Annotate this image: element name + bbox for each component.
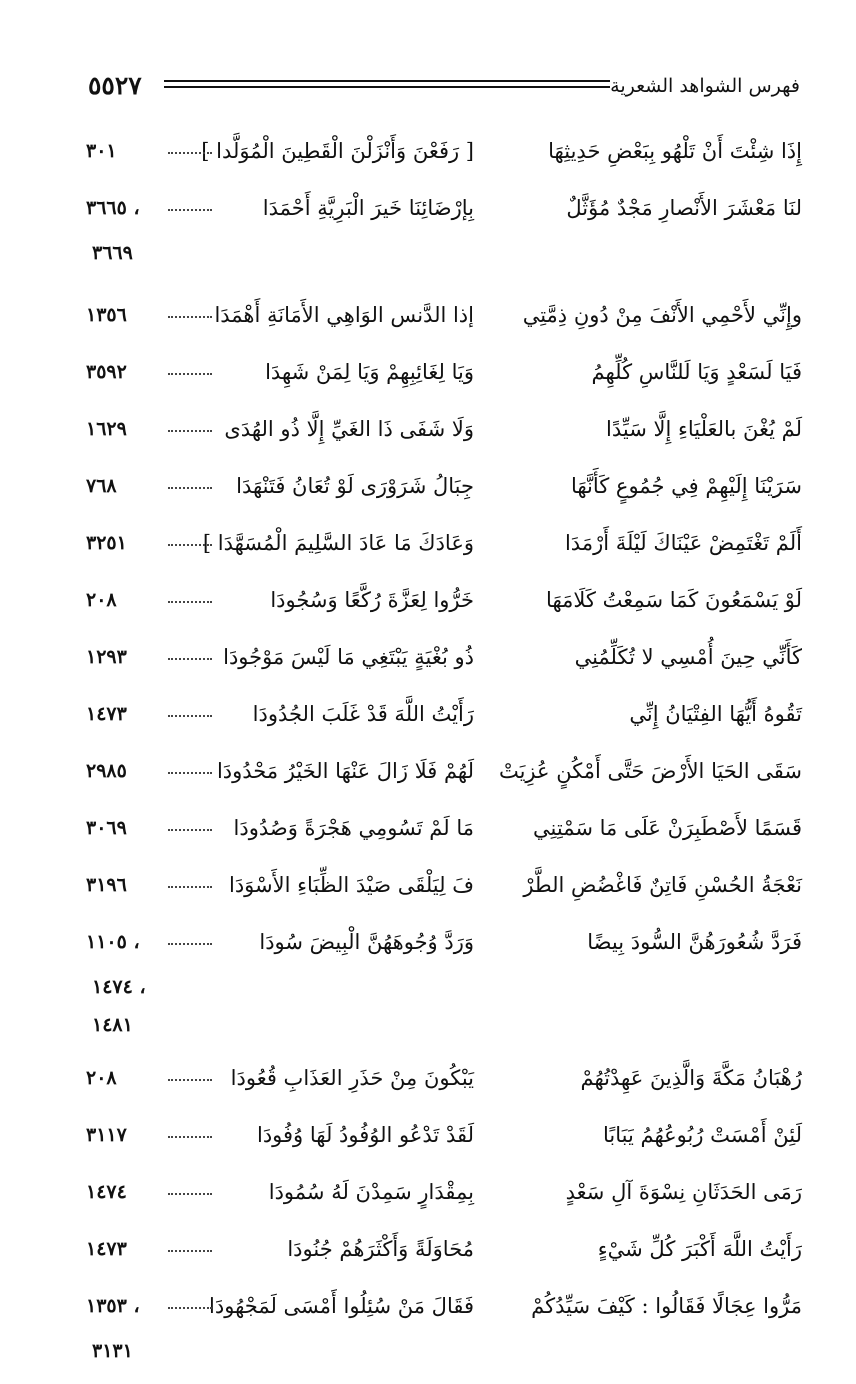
first-hemistich: لنَا مَعْشَرَ الأَنْصارِ مَجْدٌ مُؤَثَّلٌ (566, 196, 802, 220)
reference-numbers: ١٦٢٩ (86, 418, 127, 440)
reference-numbers-cont: ٣١٣١ (92, 1340, 133, 1362)
first-hemistich: لَئِنْ أَمْسَتْ رُبُوعُهُمُ يَبَابًا (602, 1123, 802, 1147)
index-entry (86, 343, 802, 400)
verse-line (86, 1220, 802, 1277)
verse-line (86, 343, 802, 400)
dotted-leader (168, 373, 212, 375)
dotted-leader (168, 715, 212, 717)
reference-numbers: ٣٠١ (86, 140, 117, 162)
first-hemistich: مَرُّوا عِجَالًا فَقَالُوا : كَيْفَ سَيِّدُكُمْ (531, 1294, 802, 1318)
verse-line (86, 122, 802, 179)
first-hemistich: فَرَدَّ شُعُورَهُنَّ السُّودَ بِيضًا (587, 930, 802, 954)
first-hemistich: كَأَنِّي حِينَ أُمْسِي لا تُكَلِّمُنِي (574, 645, 802, 669)
reference-numbers: ٣١١٧ (86, 1124, 127, 1146)
verse-line (86, 1163, 802, 1220)
verse-line (86, 400, 802, 457)
first-hemistich: قَسَمًا لأَصْطَبِرَنْ عَلَى مَا سَمْتِنِي (533, 816, 802, 840)
first-hemistich: وإِنِّي لأَحْمِي الأَنْفَ مِنْ دُونِ ذِمَّتِي (522, 303, 802, 327)
reference-numbers: ١٣٥٣ ، (86, 1295, 140, 1317)
dotted-leader (168, 943, 212, 945)
second-hemistich: مُحَاوَلَةً وَأَكْثَرَهُمْ جُنُودَا (287, 1237, 474, 1261)
first-hemistich: سَرَيْنَا إِلَيْهِمْ فِي جُمُوعٍ كَأَنَّهَا (570, 474, 802, 498)
verse-line (86, 856, 802, 913)
second-hemistich: [ رَفَعْنَ وَأَنْزَلْنَ الْقَطِينَ الْمُوَلَّدا ] (201, 139, 474, 163)
reference-numbers: ٢٠٨ (86, 589, 117, 611)
reference-numbers: ٣٢٥١ (86, 532, 127, 554)
header-double-rule (164, 80, 610, 88)
verse-line (86, 514, 802, 571)
verse-line (86, 742, 802, 799)
dotted-leader (168, 1136, 212, 1138)
verse-line (86, 1049, 802, 1106)
second-hemistich: مَا لَمْ تَسُومِي هَجْرَةً وَصُدُودَا (233, 816, 474, 840)
index-entry (86, 1106, 802, 1163)
dotted-leader (168, 1250, 212, 1252)
reference-continuation (86, 1008, 802, 1046)
dotted-leader (168, 1307, 212, 1309)
verse-line (86, 799, 802, 856)
index-entry (86, 628, 802, 685)
index-entry (86, 179, 802, 286)
second-hemistich: وَعَادَكَ مَا عَادَ السَّلِيمَ الْمُسَهَّدَا ] (202, 531, 474, 555)
index-entry (86, 514, 802, 571)
first-hemistich: رُهْبَانُ مَكَّةَ وَالَّذِينَ عَهِدْتُهُمْ (580, 1066, 802, 1090)
reference-continuation (86, 1334, 802, 1372)
dotted-leader (168, 658, 212, 660)
reference-numbers: ١٣٥٦ (86, 304, 127, 326)
reference-numbers: ٣١٩٦ (86, 874, 127, 896)
verse-line (86, 571, 802, 628)
index-entry (86, 1220, 802, 1277)
dotted-leader (168, 152, 212, 154)
first-hemistich: رَأَيْتُ اللَّهَ أَكْبَرَ كُلِّ شَيْءٍ (597, 1237, 802, 1261)
reference-continuation (86, 970, 802, 1008)
second-hemistich: وَرَدَّ وُجُوهَهُنَّ الْبِيضَ سُودَا (259, 930, 474, 954)
first-hemistich: تَقُوهُ أَيُّهَا الفِتْيَانُ إِنِّي (629, 702, 802, 726)
reference-numbers: ٣٠٦٩ (86, 817, 127, 839)
dotted-leader (168, 886, 212, 888)
first-hemistich: لَوْ يَسْمَعُونَ كَمَا سَمِعْتُ كَلَامَهَا (546, 588, 802, 612)
verse-line (86, 1106, 802, 1163)
first-hemistich: إِذَا شِئْتَ أَنْ تَلْهُو بِبَعْضِ حَدِيثِهَا (548, 139, 802, 163)
verse-line (86, 286, 802, 343)
verse-line (86, 913, 802, 970)
reference-numbers: ٢٠٨ (86, 1067, 117, 1089)
page-header (88, 66, 800, 106)
index-entry (86, 685, 802, 742)
reference-numbers: ١٤٧٣ (86, 703, 127, 725)
reference-numbers-cont: ١٤٨١ (92, 1014, 133, 1036)
second-hemistich: لَقَدْ تَدْعُو الوُفُودُ لَهَا وُفُودَا (256, 1123, 474, 1147)
second-hemistich: بِمِقْدَارٍ سَمِدْنَ لَهُ سُمُودَا (268, 1180, 474, 1204)
second-hemistich: بِإرْضَائِنَا خَيرَ الْبَرِيَّةِ أَحْمَدَا (262, 196, 474, 220)
first-hemistich: أَلَمْ تَغْتَمِضْ عَيْنَاكَ لَيْلَةَ أَرْمَدَا (564, 531, 802, 555)
reference-numbers: ٧٦٨ (86, 475, 117, 497)
index-entry (86, 1049, 802, 1106)
second-hemistich: يَبْكُونَ مِنْ حَذَرِ العَذَابِ قُعُودَا (230, 1066, 474, 1090)
first-hemistich: لَمْ يُغْنَ بالعَلْيَاءِ إِلَّا سَيِّدًا (606, 417, 802, 441)
index-entry (86, 799, 802, 856)
dotted-leader (168, 829, 212, 831)
first-hemistich: رَمَى الحَدَثَانِ نِسْوَةَ آلِ سَعْدٍ (565, 1180, 802, 1204)
index-entry (86, 400, 802, 457)
second-hemistich: وَيَا لِغَائِبِهِمْ وَيَا لِمَنْ شَهِدَا (265, 360, 474, 384)
page-number: ٥٥٢٧ (88, 71, 142, 100)
index-entry (86, 1163, 802, 1220)
second-hemistich: فَقَالَ مَنْ سُئِلُوا أَمْسَى لَمَجْهُودَا (209, 1294, 474, 1318)
index-entry (86, 913, 802, 1049)
index-entry (86, 122, 802, 179)
reference-numbers: ١٢٩٣ (86, 646, 127, 668)
second-hemistich: جِبَالُ شَرَوْرَى لَوْ تُعَانُ فَتَنْهَدَا (236, 474, 474, 498)
second-hemistich: لَهُمْ فَلَا زَالَ عَنْهَا الخَيْرُ مَحْدُودَا (216, 759, 474, 783)
second-hemistich: ذُو بُغْيَةٍ يَبْتَغِي مَا لَيْسَ مَوْجُودَا (223, 645, 474, 669)
dotted-leader (168, 544, 212, 546)
second-hemistich: خَرُّوا لِعَزَّةَ رُكَّعًا وَسُجُودَا (270, 588, 474, 612)
dotted-leader (168, 209, 212, 211)
index-entry (86, 742, 802, 799)
second-hemistich: فَ لِيَلْقَى صَيْدَ الظِّبَاءِ الأَسْوَدَا (229, 873, 474, 897)
reference-numbers-cont: ٣٦٦٩ (92, 242, 133, 264)
reference-numbers: ٢٩٨٥ (86, 760, 127, 782)
index-entry (86, 856, 802, 913)
reference-numbers: ١١٠٥ ، (86, 931, 140, 953)
second-hemistich: رَأَيْتُ اللَّهَ قَدْ غَلَبَ الجُدُودَا (252, 702, 474, 726)
index-entry (86, 1277, 802, 1384)
verse-line (86, 457, 802, 514)
dotted-leader (168, 430, 212, 432)
verse-line (86, 1277, 802, 1334)
first-hemistich: نَعْجَةُ الحُسْنِ فَاتِنٌ فَاغْضُضِ الطَّرْ (523, 873, 802, 897)
reference-continuation (86, 236, 802, 274)
reference-numbers: ٣٦٦٥ ، (86, 197, 140, 219)
page-title: فهرس الشواهد الشعرية (610, 75, 800, 97)
reference-numbers: ٣٥٩٢ (86, 361, 127, 383)
reference-numbers-cont: ١٤٧٤ ، (92, 976, 146, 998)
index-entries (86, 122, 802, 1384)
reference-numbers: ١٤٧٤ (86, 1181, 127, 1203)
first-hemistich: سَقَى الحَيَا الأَرْضَ حَتَّى أَمْكُنٍ عُزِيَتْ (498, 759, 802, 783)
verse-line (86, 685, 802, 742)
dotted-leader (168, 1079, 212, 1081)
verse-line (86, 628, 802, 685)
dotted-leader (168, 487, 212, 489)
dotted-leader (168, 1193, 212, 1195)
reference-numbers: ١٤٧٣ (86, 1238, 127, 1260)
verse-line (86, 179, 802, 236)
index-entry (86, 571, 802, 628)
dotted-leader (168, 601, 212, 603)
index-entry (86, 457, 802, 514)
dotted-leader (168, 772, 212, 774)
first-hemistich: فَيَا لَسَعْدٍ وَيَا لَلنَّاسِ كُلِّهِمُ (591, 360, 802, 384)
index-entry (86, 286, 802, 343)
dotted-leader (168, 316, 212, 318)
second-hemistich: إذا الدَّنس الوَاهِي الأَمَانَةِ أَهْمَدَا (214, 303, 474, 327)
second-hemistich: وَلَا شَفَى ذَا الغَيِّ إِلَّا ذُو الهُدَى (224, 417, 474, 441)
